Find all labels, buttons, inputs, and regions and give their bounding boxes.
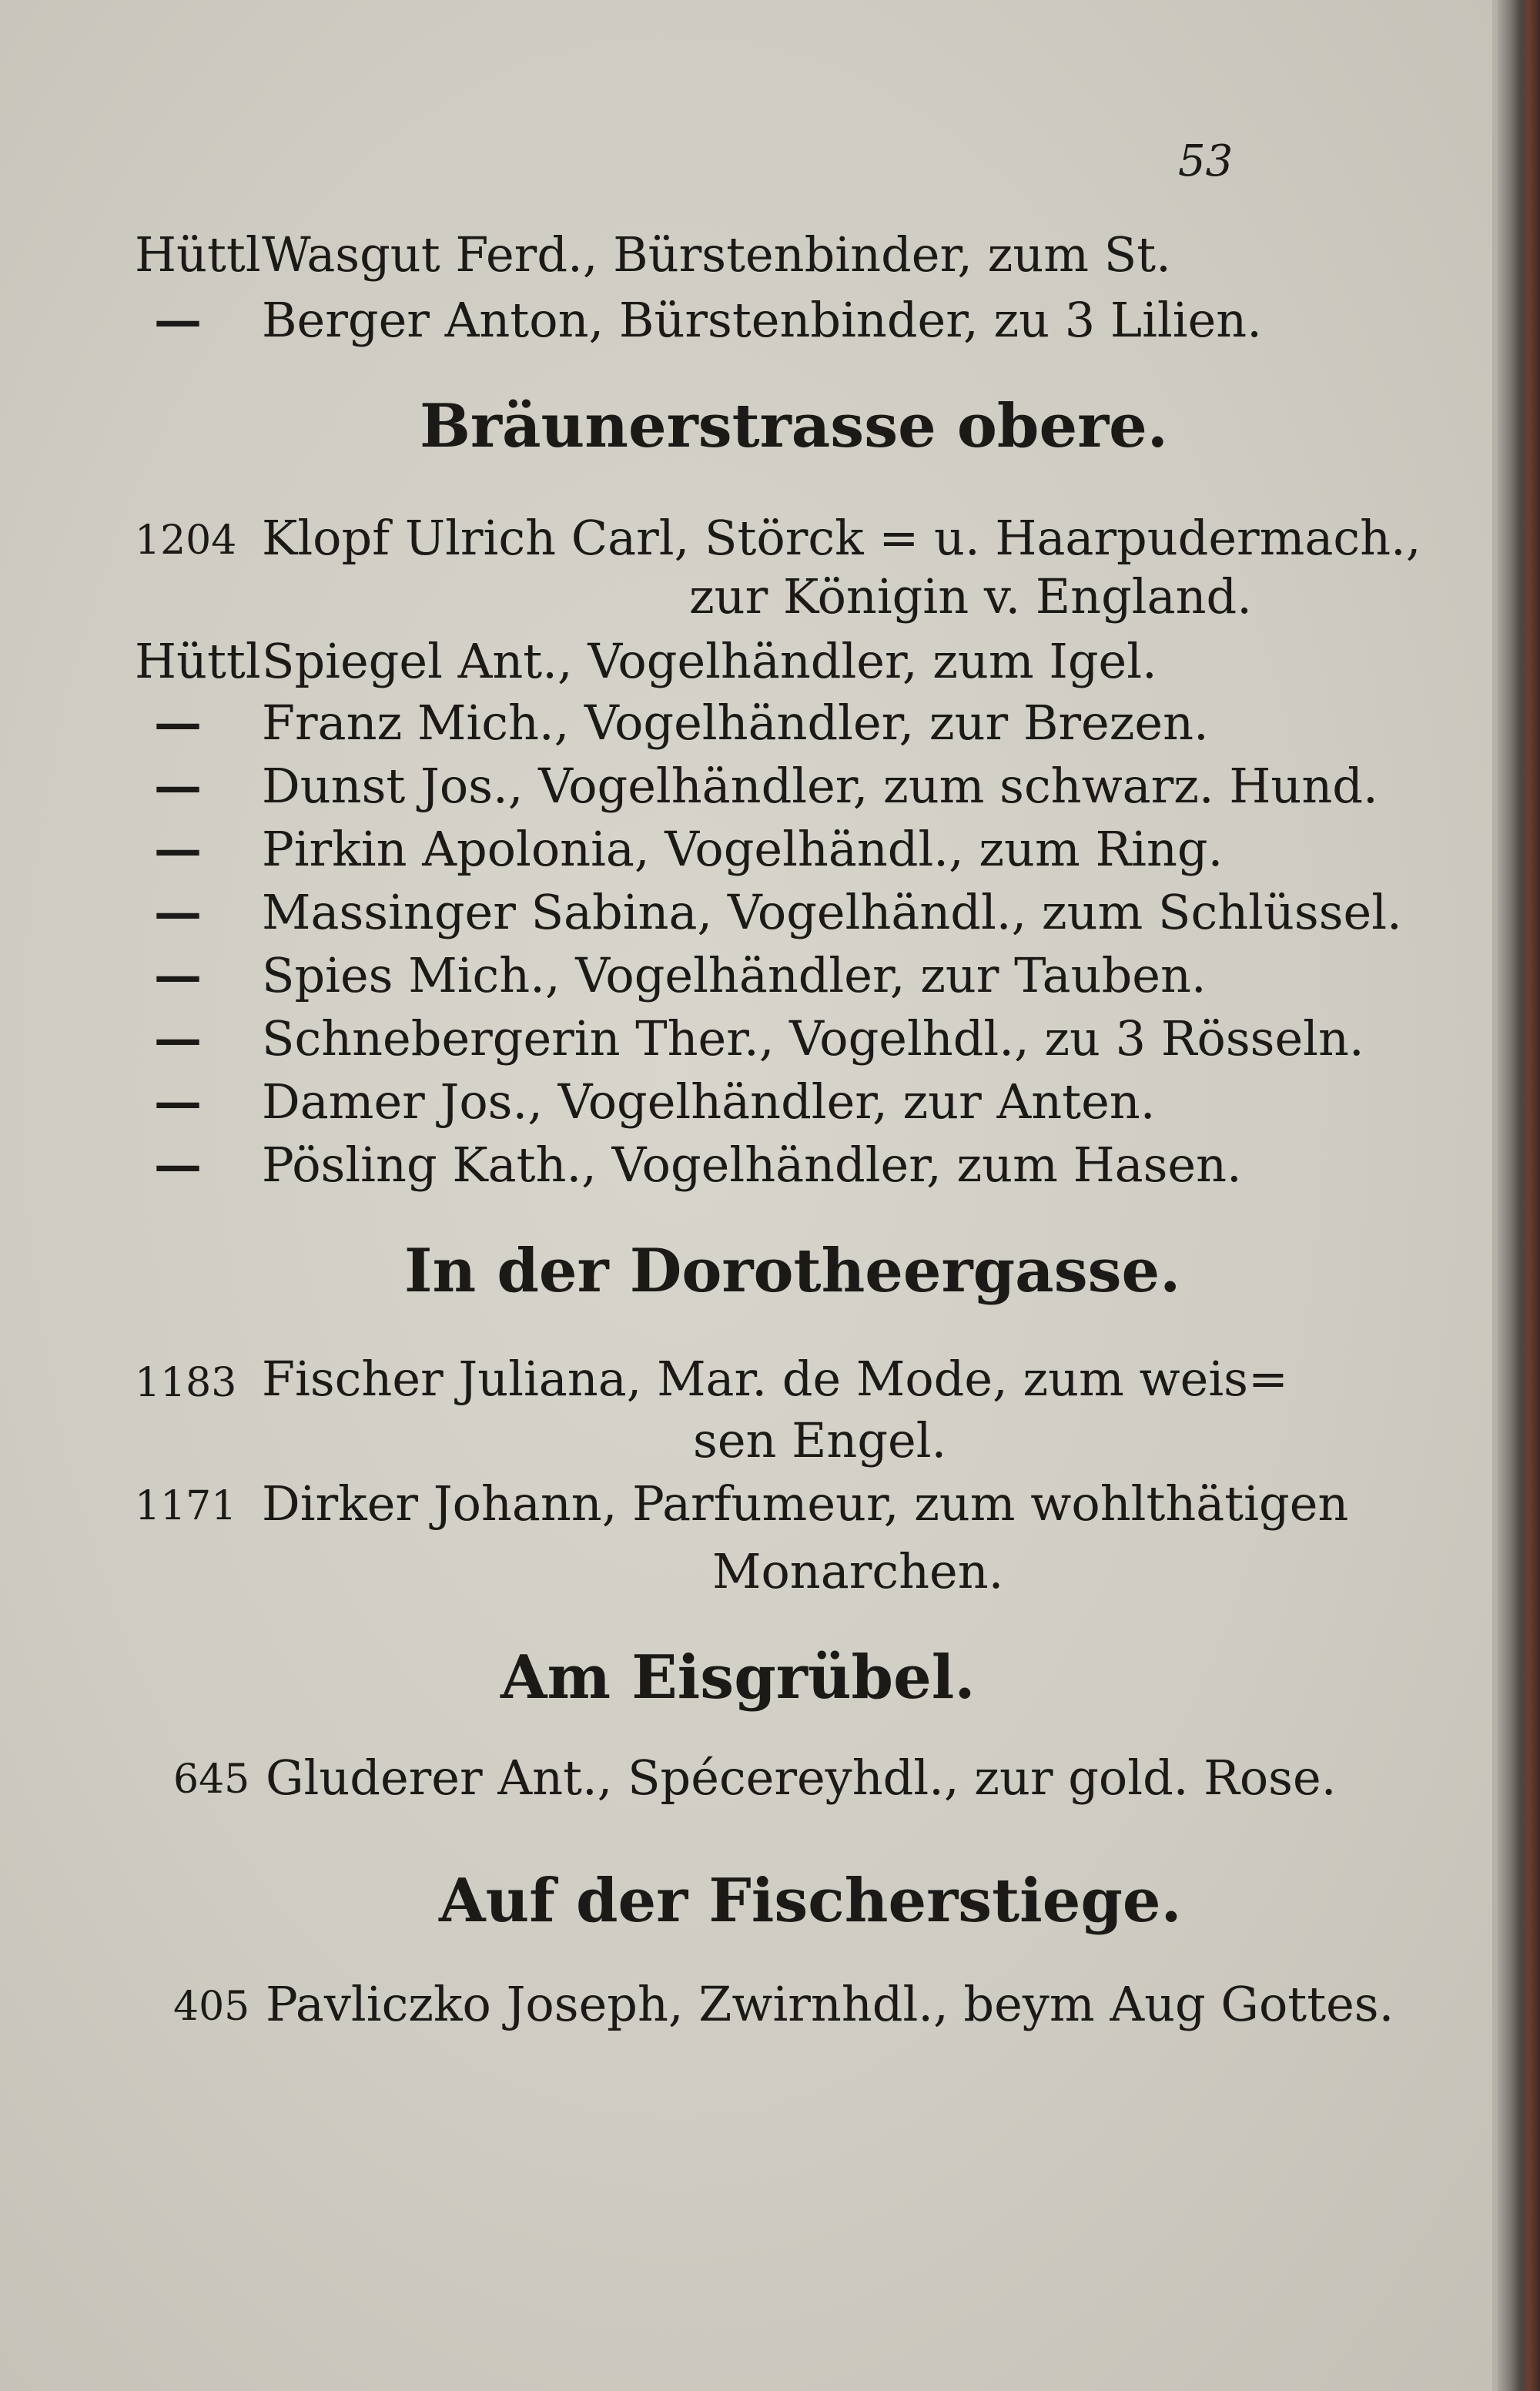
entry-dash: —	[154, 947, 202, 1003]
entry-dash: —	[154, 821, 202, 877]
entry-text-continued: Monarchen.	[712, 1543, 1004, 1599]
entry-dash: —	[154, 1137, 202, 1193]
house-number: 1183	[135, 1360, 237, 1406]
entry-text: Gluderer Ant., Spécereyhdl., zur gold. Rose.	[266, 1750, 1337, 1806]
entry-dash: —	[154, 884, 202, 940]
section-heading: Bräunerstrasse obere.	[420, 391, 1168, 461]
entry-dash: —	[154, 292, 202, 348]
entry-text: Berger Anton, Bürstenbinder, zu 3 Lilien.	[262, 292, 1262, 348]
section-heading: Auf der Fischerstiege.	[439, 1866, 1182, 1936]
house-number: 645	[173, 1756, 250, 1803]
entry-text: Fischer Juliana, Mar. de Mode, zum weis=	[262, 1351, 1288, 1407]
entry-text: Spies Mich., Vogelhändler, zur Tauben.	[262, 947, 1207, 1003]
entry-text: Pirkin Apolonia, Vogelhändl., zum Ring.	[262, 821, 1224, 877]
entry-prefix: Hüttl	[135, 633, 261, 689]
entry-text: Damer Jos., Vogelhändler, zur Anten.	[262, 1073, 1156, 1130]
entry-dash: —	[154, 1073, 202, 1130]
entry-text: Pösling Kath., Vogelhändler, zum Hasen.	[262, 1137, 1242, 1193]
entry-text: Klopf Ulrich Carl, Störck = u. Haarpudermach.,	[262, 510, 1421, 566]
entry-dash: —	[154, 1010, 202, 1067]
entry-text: Schnebergerin Ther., Vogelhdl., zu 3 Rösseln.	[262, 1010, 1364, 1067]
house-number: 1204	[135, 517, 237, 564]
entry-prefix: Hüttl	[135, 226, 261, 283]
book-spine	[1498, 0, 1540, 2391]
entry-text: Wasgut Ferd., Bürstenbinder, zum St.	[262, 226, 1171, 283]
entry-text-continued: zur Königin v. England.	[689, 568, 1252, 625]
entry-text: Franz Mich., Vogelhändler, zur Brezen.	[262, 695, 1209, 751]
section-heading: In der Dorotheergasse.	[404, 1236, 1181, 1306]
entry-dash: —	[154, 758, 202, 814]
house-number: 1171	[135, 1483, 237, 1529]
page-number: 53	[1178, 136, 1234, 186]
entry-text: Dirker Johann, Parfumeur, zum wohlthätigen	[262, 1475, 1349, 1532]
entry-text: Spiegel Ant., Vogelhändler, zum Igel.	[262, 633, 1157, 689]
entry-text: Massinger Sabina, Vogelhändl., zum Schlüssel.	[262, 884, 1402, 940]
section-heading: Am Eisgrübel.	[500, 1643, 976, 1713]
house-number: 405	[173, 1984, 250, 2030]
entry-text-continued: sen Engel.	[693, 1412, 947, 1468]
entry-dash: —	[154, 695, 202, 751]
entry-text: Pavliczko Joseph, Zwirnhdl., beym Aug Gottes.	[266, 1976, 1394, 2032]
entry-text: Dunst Jos., Vogelhändler, zum schwarz. Hund.	[262, 758, 1378, 814]
